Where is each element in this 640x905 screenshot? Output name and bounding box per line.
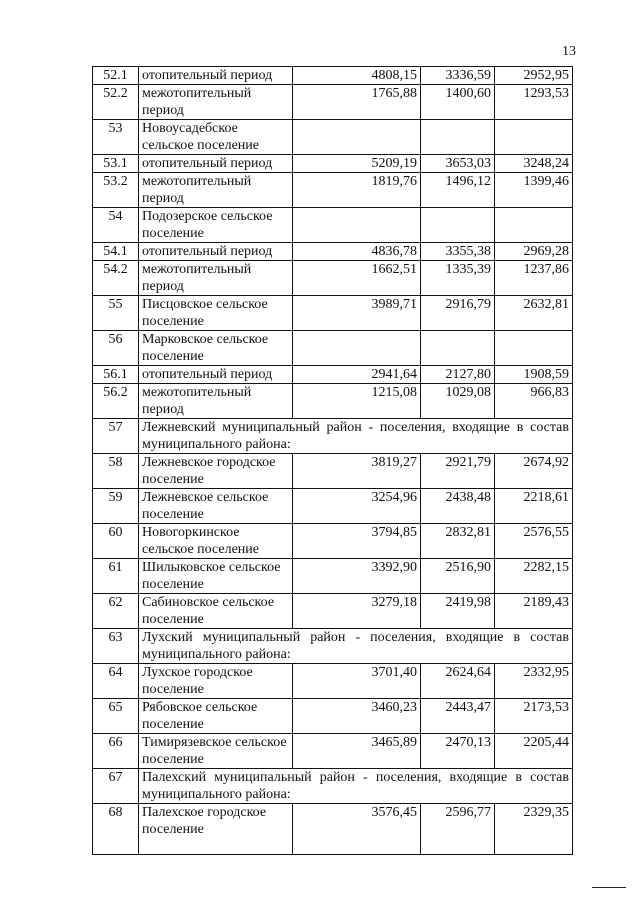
- value-2: 2470,13: [421, 734, 495, 769]
- value-1: [293, 120, 421, 155]
- table-row: [93, 243, 573, 261]
- value-1: 1215,08: [293, 384, 421, 419]
- table-row: [93, 769, 573, 804]
- settlement-name: Лухское городское поселение: [139, 664, 293, 699]
- value-3: 2674,92: [495, 454, 573, 489]
- row-number: 53: [93, 120, 139, 155]
- value-3: 2952,95: [495, 67, 573, 85]
- settlement-name: Тимирязевское сельское поселение: [139, 734, 293, 769]
- value-2: 2127,80: [421, 366, 495, 384]
- value-2: 2832,81: [421, 524, 495, 559]
- row-number: 63: [93, 629, 139, 664]
- value-3: 1237,86: [495, 261, 573, 296]
- row-number: 54.2: [93, 261, 139, 296]
- settlement-name: Шилыковское сельское поселение: [139, 559, 293, 594]
- table-row: [93, 804, 573, 855]
- value-1: 3392,90: [293, 559, 421, 594]
- value-3: 2329,35: [495, 804, 573, 855]
- value-3: 2969,28: [495, 243, 573, 261]
- district-heading: Лежневский муниципальный район - поселения, входящие в состав муниципального района:: [139, 419, 573, 454]
- row-number: 66: [93, 734, 139, 769]
- settlement-name: межотопительный период: [139, 384, 293, 419]
- settlement-name: межотопительный период: [139, 261, 293, 296]
- value-2: 2916,79: [421, 296, 495, 331]
- row-number: 52.2: [93, 85, 139, 120]
- table-row: [93, 296, 573, 331]
- value-1: 3460,23: [293, 699, 421, 734]
- row-number: 58: [93, 454, 139, 489]
- row-number: 56.2: [93, 384, 139, 419]
- value-1: 1662,51: [293, 261, 421, 296]
- row-number: 53.1: [93, 155, 139, 173]
- value-1: 5209,19: [293, 155, 421, 173]
- row-number: 52.1: [93, 67, 139, 85]
- value-2: 1400,60: [421, 85, 495, 120]
- value-2: 3653,03: [421, 155, 495, 173]
- value-3: 2218,61: [495, 489, 573, 524]
- table-row: [93, 734, 573, 769]
- value-3: 1399,46: [495, 173, 573, 208]
- settlement-name: межотопительный период: [139, 85, 293, 120]
- table-row: [93, 331, 573, 366]
- value-1: 3465,89: [293, 734, 421, 769]
- table-row: [93, 384, 573, 419]
- value-1: 3279,18: [293, 594, 421, 629]
- table-row: [93, 489, 573, 524]
- value-3: 2173,53: [495, 699, 573, 734]
- table-row: [93, 208, 573, 243]
- page-number: 13: [562, 44, 576, 59]
- settlement-name: отопительный период: [139, 67, 293, 85]
- value-2: 2596,77: [421, 804, 495, 855]
- row-number: 68: [93, 804, 139, 855]
- table-row: [93, 454, 573, 489]
- value-3: 966,83: [495, 384, 573, 419]
- value-3: 2332,95: [495, 664, 573, 699]
- tariff-table: [92, 66, 573, 855]
- value-1: [293, 331, 421, 366]
- value-1: 3576,45: [293, 804, 421, 855]
- value-1: 3819,27: [293, 454, 421, 489]
- value-2: 2419,98: [421, 594, 495, 629]
- value-1: 1819,76: [293, 173, 421, 208]
- settlement-name: Новоусадебское сельское поселение: [139, 120, 293, 155]
- value-2: [421, 331, 495, 366]
- row-number: 62: [93, 594, 139, 629]
- value-1: 3701,40: [293, 664, 421, 699]
- table-row: [93, 699, 573, 734]
- value-3: 1908,59: [495, 366, 573, 384]
- row-number: 64: [93, 664, 139, 699]
- table-row: [93, 629, 573, 664]
- value-1: 3254,96: [293, 489, 421, 524]
- value-3: 2282,15: [495, 559, 573, 594]
- row-number: 59: [93, 489, 139, 524]
- value-3: [495, 120, 573, 155]
- row-number: 61: [93, 559, 139, 594]
- settlement-name: отопительный период: [139, 366, 293, 384]
- row-number: 54.1: [93, 243, 139, 261]
- row-number: 56.1: [93, 366, 139, 384]
- value-2: 2516,90: [421, 559, 495, 594]
- row-number: 67: [93, 769, 139, 804]
- value-3: 1293,53: [495, 85, 573, 120]
- settlement-name: Лежневское городское поселение: [139, 454, 293, 489]
- value-1: 1765,88: [293, 85, 421, 120]
- value-1: [293, 208, 421, 243]
- table-row: [93, 261, 573, 296]
- table-row: [93, 85, 573, 120]
- value-2: [421, 120, 495, 155]
- district-heading: Палехский муниципальный район - поселения, входящие в состав муниципального района:: [139, 769, 573, 804]
- value-3: 3248,24: [495, 155, 573, 173]
- settlement-name: межотопительный период: [139, 173, 293, 208]
- table-row: [93, 67, 573, 85]
- value-3: 2576,55: [495, 524, 573, 559]
- row-number: 53.2: [93, 173, 139, 208]
- value-2: 3336,59: [421, 67, 495, 85]
- settlement-name: Лежневское сельское поселение: [139, 489, 293, 524]
- value-2: 2921,79: [421, 454, 495, 489]
- settlement-name: Марковское сельское поселение: [139, 331, 293, 366]
- value-1: 4808,15: [293, 67, 421, 85]
- value-1: 2941,64: [293, 366, 421, 384]
- table-row: [93, 155, 573, 173]
- value-2: 2438,48: [421, 489, 495, 524]
- settlement-name: Новогоркинское сельское поселение: [139, 524, 293, 559]
- value-2: 2443,47: [421, 699, 495, 734]
- signature-line: [592, 887, 626, 888]
- value-2: 2624,64: [421, 664, 495, 699]
- table-row: [93, 594, 573, 629]
- value-3: [495, 208, 573, 243]
- value-2: 1029,08: [421, 384, 495, 419]
- settlement-name: отопительный период: [139, 155, 293, 173]
- value-3: 2189,43: [495, 594, 573, 629]
- value-2: 3355,38: [421, 243, 495, 261]
- settlement-name: Сабиновское сельское поселение: [139, 594, 293, 629]
- table-row: [93, 419, 573, 454]
- settlement-name: Подозерское сельское поселение: [139, 208, 293, 243]
- value-1: 3794,85: [293, 524, 421, 559]
- table-row: [93, 120, 573, 155]
- row-number: 55: [93, 296, 139, 331]
- value-2: 1335,39: [421, 261, 495, 296]
- row-number: 57: [93, 419, 139, 454]
- value-1: 4836,78: [293, 243, 421, 261]
- value-3: 2205,44: [495, 734, 573, 769]
- table-row: [93, 664, 573, 699]
- row-number: 56: [93, 331, 139, 366]
- table-body: [93, 67, 573, 855]
- settlement-name: Рябовское сельское поселение: [139, 699, 293, 734]
- value-2: [421, 208, 495, 243]
- table-row: [93, 366, 573, 384]
- table-row: [93, 559, 573, 594]
- value-1: 3989,71: [293, 296, 421, 331]
- settlement-name: Палехское городское поселение: [139, 804, 293, 855]
- table-row: [93, 524, 573, 559]
- district-heading: Лухский муниципальный район - поселения, входящие в состав муниципального района:: [139, 629, 573, 664]
- row-number: 54: [93, 208, 139, 243]
- value-3: [495, 331, 573, 366]
- value-2: 1496,12: [421, 173, 495, 208]
- settlement-name: Писцовское сельское поселение: [139, 296, 293, 331]
- table-row: [93, 173, 573, 208]
- row-number: 65: [93, 699, 139, 734]
- value-3: 2632,81: [495, 296, 573, 331]
- settlement-name: отопительный период: [139, 243, 293, 261]
- row-number: 60: [93, 524, 139, 559]
